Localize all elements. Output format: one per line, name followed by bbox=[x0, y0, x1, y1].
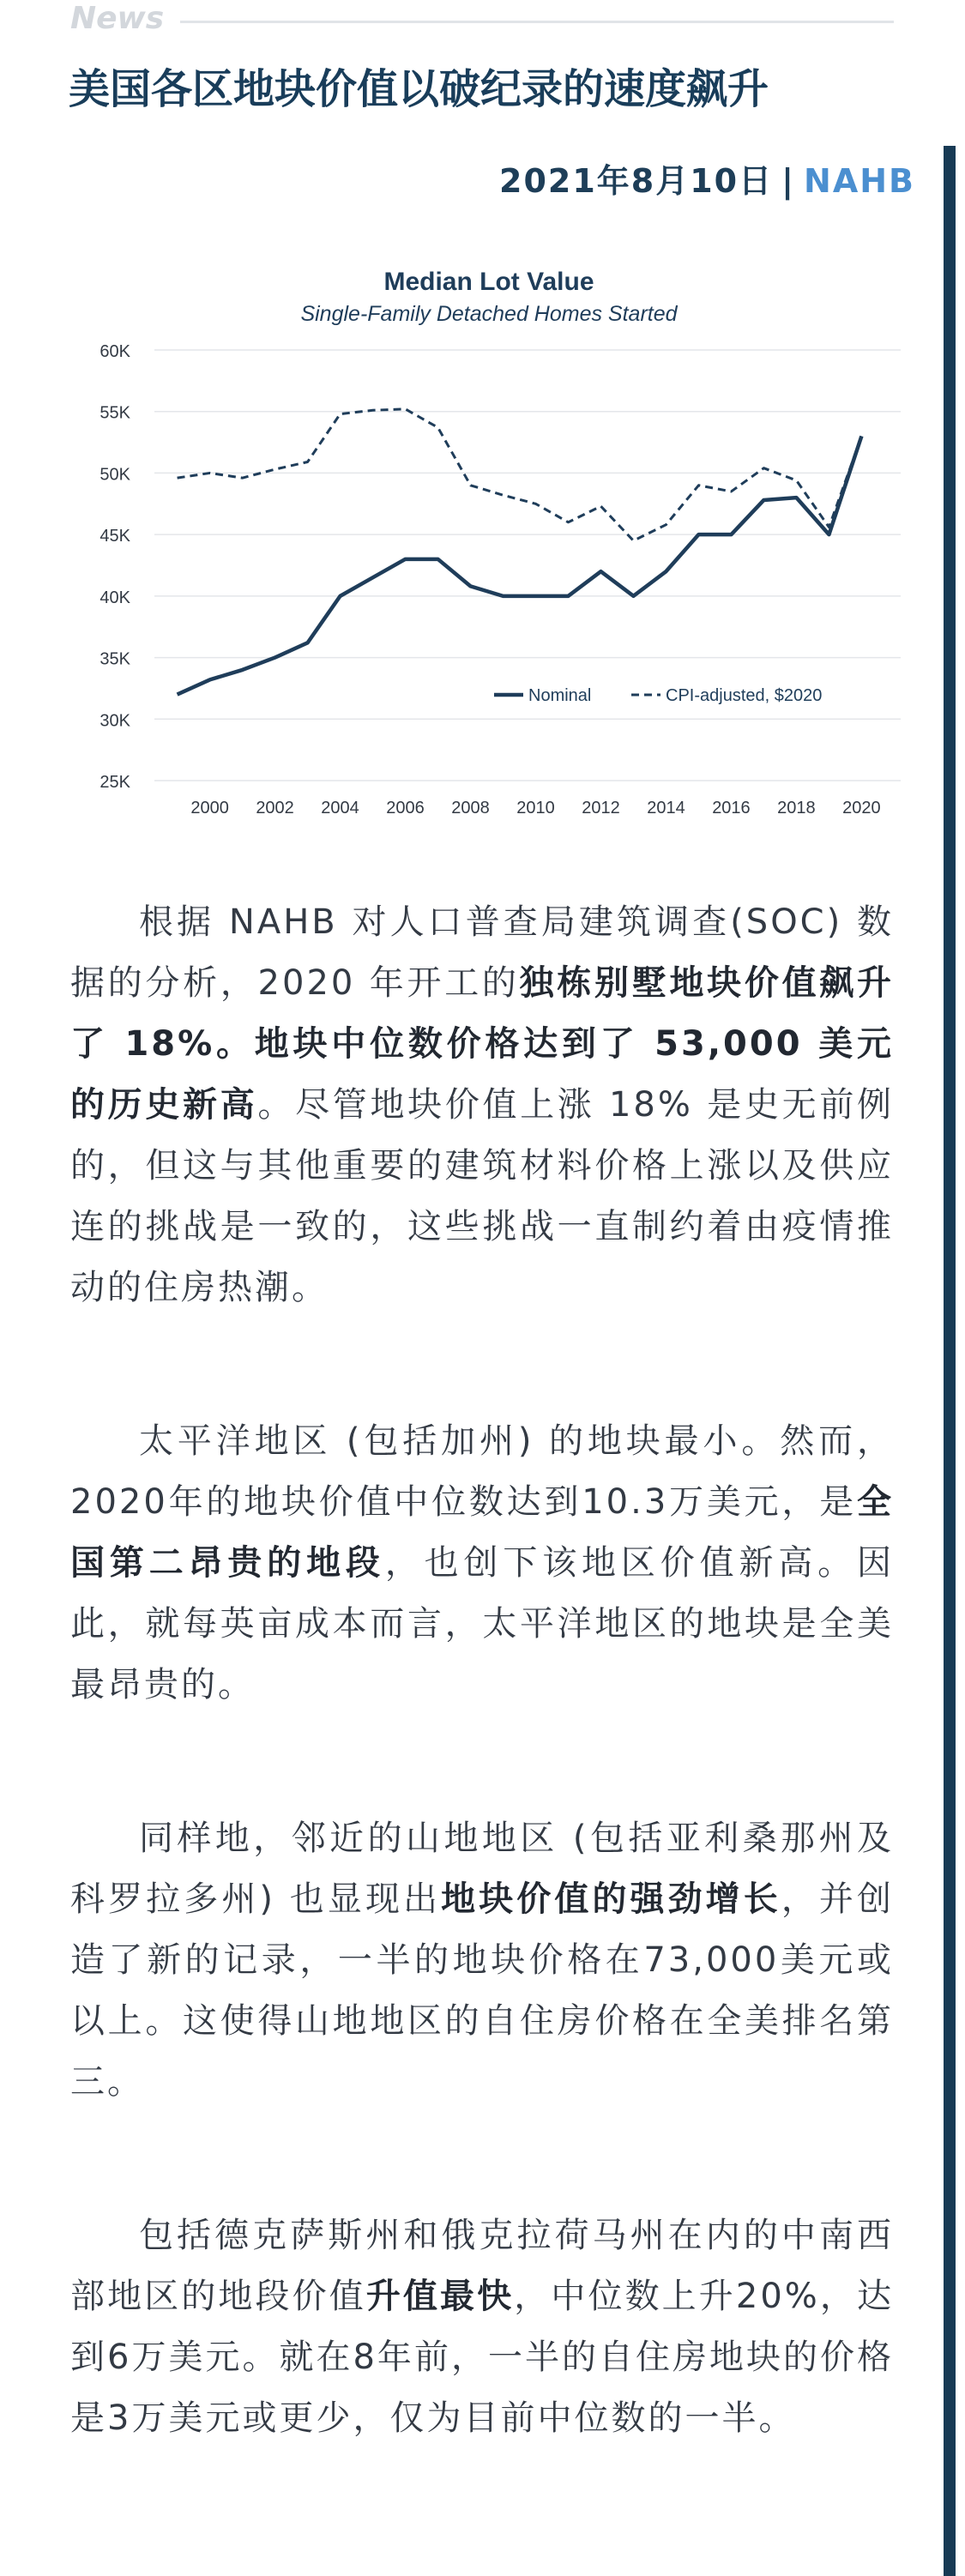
y-tick-label: 45K bbox=[100, 527, 130, 546]
y-tick-label: 25K bbox=[100, 773, 130, 792]
tag-divider bbox=[180, 21, 894, 23]
y-tick-label: 55K bbox=[100, 403, 130, 423]
x-tick-label: 2012 bbox=[582, 799, 620, 817]
x-tick-label: 2016 bbox=[712, 799, 751, 817]
x-tick-label: 2004 bbox=[321, 799, 359, 817]
x-tick-label: 2020 bbox=[842, 799, 881, 817]
body-text: 太平洋地区 (包括加州) 的地块最小。然而，2020年的地块价值中位数达到10.3万美元，是 bbox=[70, 1421, 894, 1522]
x-tick-label: 2014 bbox=[647, 799, 685, 817]
article-paragraph bbox=[70, 892, 894, 1318]
x-tick-label: 2018 bbox=[777, 799, 816, 817]
y-tick-label: 35K bbox=[100, 649, 130, 669]
article-paragraph bbox=[70, 1808, 894, 2113]
x-tick-label: 2010 bbox=[516, 799, 555, 817]
chart-svg bbox=[69, 249, 909, 841]
lot-value-chart bbox=[69, 249, 909, 841]
y-tick-label: 60K bbox=[100, 342, 130, 361]
section-tag-row bbox=[70, 0, 911, 38]
x-tick-label: 2000 bbox=[190, 799, 229, 817]
body-text: 同样地，邻近的山地地区 (包括亚利桑那州及科罗拉多州) 也显现出 bbox=[70, 1819, 894, 1919]
article-source-link[interactable]: NAHB bbox=[804, 162, 915, 200]
x-tick-label: 2008 bbox=[451, 799, 490, 817]
body-text: 。尽管地块价值上涨 18% 是史无前例的，但这与其他重要的建筑材料价格上涨以及供应连的挑战是一致的，这些挑战一直制约着由疫情推动的住房热潮。 bbox=[70, 1085, 894, 1307]
legend-label: CPI-adjusted, $2020 bbox=[666, 686, 823, 705]
x-tick-label: 2002 bbox=[256, 799, 294, 817]
article-meta bbox=[499, 160, 915, 202]
side-accent-bar bbox=[944, 146, 956, 2576]
body-text: ，中位数上升20%，达到6万美元。就在8年前，一半的自住房地块的价格是3万美元或更少，仅为目前中位数的一半。 bbox=[70, 2277, 895, 2438]
article-paragraph bbox=[70, 2205, 894, 2449]
article-date: 2021年8月10日 bbox=[499, 162, 774, 200]
legend-label: Nominal bbox=[528, 686, 592, 705]
body-text: 根据 NAHB 对人口普查局建筑调查(SOC) 数据的分析，2020 年开工的 bbox=[70, 902, 894, 1003]
y-tick-label: 50K bbox=[100, 465, 130, 485]
body-text: ，并创造了新的记录，一半的地块价格在73,000美元或以上。这使得山地地区的自住房价格在全美排名第三。 bbox=[70, 1879, 895, 2102]
emphasis-text: 地块价值的强劲增长 bbox=[441, 1879, 781, 1919]
emphasis-text: 升值最快 bbox=[365, 2277, 515, 2316]
chart-title: Median Lot Value bbox=[383, 268, 594, 296]
article-body bbox=[70, 892, 894, 2542]
meta-separator: | bbox=[781, 162, 796, 200]
y-tick-label: 30K bbox=[100, 711, 130, 731]
article-paragraph bbox=[70, 1411, 894, 1716]
section-tag: News bbox=[70, 1, 165, 36]
body-text: 包括德克萨斯州和俄克拉荷马州在内的中南西部地区的地段价值 bbox=[70, 2216, 894, 2316]
series-line-cpi-adjusted bbox=[178, 409, 862, 540]
emphasis-text: 独栋别墅地块价值飙升了 18%。地块中位数价格达到了 53,000 美元的历史新高 bbox=[70, 963, 894, 1125]
series-line-nominal bbox=[178, 436, 862, 694]
article-title: 美国各区地块价值以破纪录的速度飙升 bbox=[69, 65, 769, 113]
x-tick-label: 2006 bbox=[386, 799, 425, 817]
chart-subtitle: Single-Family Detached Homes Started bbox=[300, 302, 678, 326]
body-text: ，也创下该地区价值新高。因此，就每英亩成本而言，太平洋地区的地块是全美最昂贵的。 bbox=[70, 1543, 895, 1704]
emphasis-text: 全国第二昂贵的地段 bbox=[70, 1482, 894, 1583]
y-tick-label: 40K bbox=[100, 588, 130, 607]
